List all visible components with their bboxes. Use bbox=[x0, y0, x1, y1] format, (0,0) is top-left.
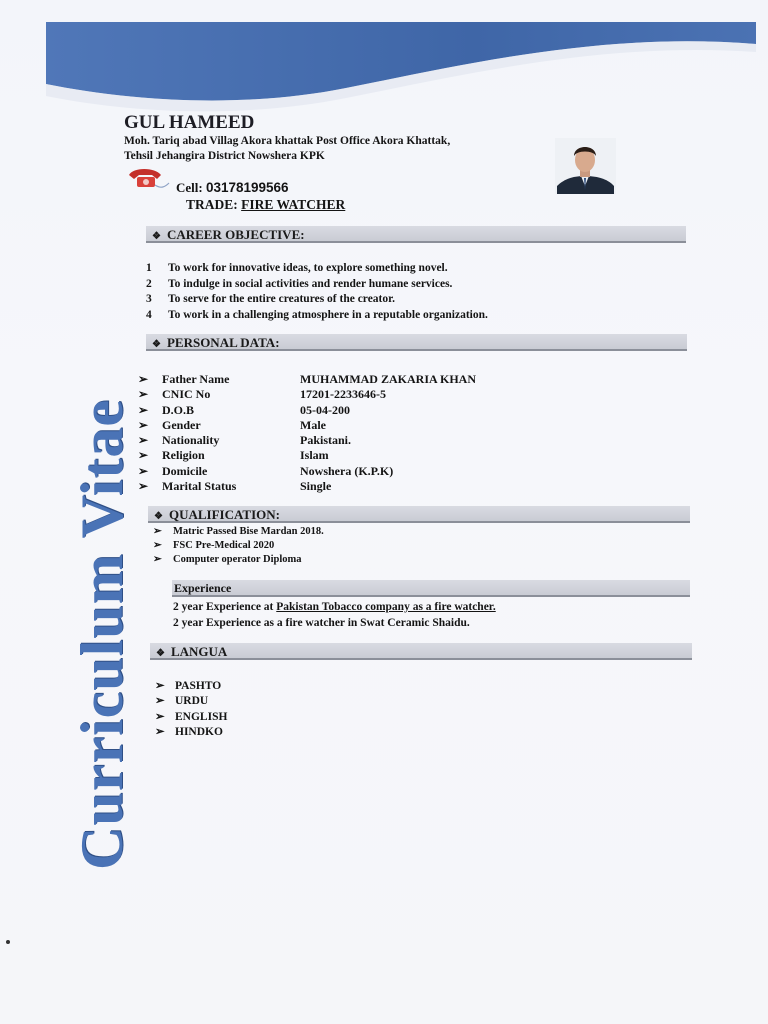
list-item bbox=[146, 292, 488, 308]
list-item bbox=[155, 694, 227, 709]
address-line-1: Moh. Tariq abad Villag Akora khattak Post Office Akora Khattak, bbox=[124, 135, 451, 147]
diamond-bullet-icon: ❖ bbox=[156, 648, 165, 659]
item-text: PASHTO bbox=[175, 680, 222, 692]
table-row bbox=[138, 387, 476, 402]
list-item bbox=[146, 308, 488, 324]
section-title: LANGUA bbox=[170, 644, 228, 659]
field-label: Religion bbox=[162, 448, 205, 463]
trade-value: FIRE WATCHER bbox=[241, 197, 346, 212]
diamond-bullet-icon: ❖ bbox=[154, 511, 163, 522]
qualification-list bbox=[153, 525, 324, 567]
arrow-bullet-icon: ➢ bbox=[138, 448, 149, 463]
applicant-name: GUL HAMEED bbox=[124, 112, 255, 133]
section-experience: Experience bbox=[172, 580, 690, 597]
trade-line bbox=[186, 197, 345, 213]
table-row bbox=[138, 479, 476, 494]
item-text: To work for innovative ideas, to explore something novel. bbox=[168, 262, 448, 274]
field-value: Islam bbox=[300, 448, 329, 463]
arrow-bullet-icon: ➢ bbox=[138, 387, 149, 402]
field-label: D.O.B bbox=[162, 402, 195, 417]
languages-list bbox=[155, 679, 227, 740]
field-label: Domicile bbox=[162, 463, 208, 478]
arrow-bullet-icon: ➢ bbox=[138, 372, 149, 386]
field-label: Marital Status bbox=[162, 479, 237, 494]
arrow-bullet-icon: ➢ bbox=[138, 417, 149, 432]
section-career-objective bbox=[146, 226, 686, 243]
list-item bbox=[146, 277, 488, 293]
diamond-bullet-icon: ❖ bbox=[152, 339, 161, 350]
table-row bbox=[138, 464, 476, 479]
section-personal-data bbox=[146, 334, 687, 351]
section-languages bbox=[150, 643, 692, 660]
arrow-bullet-icon: ➢ bbox=[155, 710, 165, 723]
address bbox=[124, 134, 564, 164]
item-text: HINDKO bbox=[175, 725, 223, 738]
item-text: ENGLISH bbox=[175, 710, 228, 723]
item-number: 2 bbox=[146, 277, 152, 290]
arrow-bullet-icon: ➢ bbox=[155, 695, 165, 708]
section-qualification bbox=[148, 506, 690, 523]
experience-list bbox=[173, 599, 496, 631]
field-value: 05-04-200 bbox=[300, 402, 350, 417]
table-row bbox=[138, 448, 476, 463]
cell-line bbox=[176, 180, 289, 196]
item-text: Matric Passed Bise Mardan 2018. bbox=[173, 526, 324, 537]
objectives-list bbox=[146, 261, 488, 323]
field-value: Single bbox=[300, 479, 332, 494]
arrow-bullet-icon: ➢ bbox=[138, 479, 149, 494]
arrow-bullet-icon: ➢ bbox=[138, 463, 149, 478]
arrow-bullet-icon: ➢ bbox=[153, 526, 162, 537]
table-row bbox=[138, 433, 476, 448]
item-text: To serve for the entire creatures of the creator. bbox=[168, 293, 396, 305]
field-value: Pakistani. bbox=[300, 433, 352, 448]
field-value: Male bbox=[300, 417, 326, 432]
table-row bbox=[138, 403, 476, 418]
field-label: CNIC No bbox=[162, 387, 211, 402]
table-row bbox=[138, 418, 476, 433]
arrow-bullet-icon: ➢ bbox=[138, 433, 149, 448]
field-label: Father Name bbox=[162, 372, 230, 386]
item-number: 4 bbox=[146, 308, 152, 321]
cell-number: 03178199566 bbox=[205, 180, 289, 195]
section-title: CAREER OBJECTIVE: bbox=[166, 227, 305, 242]
list-item bbox=[155, 710, 227, 725]
address-line-2: Tehsil Jehangira District Nowshera KPK bbox=[124, 150, 325, 162]
cell-label: Cell: bbox=[176, 180, 203, 195]
table-row bbox=[138, 372, 476, 387]
list-item bbox=[146, 261, 488, 277]
section-title: PERSONAL DATA: bbox=[166, 335, 280, 350]
experience-line-1 bbox=[173, 599, 496, 615]
item-text: To indulge in social activities and render humane services. bbox=[168, 277, 453, 290]
item-text: To work in a challenging atmosphere in a reputable organization. bbox=[168, 308, 488, 321]
field-label: Gender bbox=[162, 417, 201, 432]
field-value: Nowshera (K.P.K) bbox=[300, 463, 394, 478]
experience-employer: Pakistan Tobacco company as a fire watcher. bbox=[276, 601, 496, 613]
field-label: Nationality bbox=[162, 433, 220, 448]
item-text: URDU bbox=[175, 695, 209, 708]
scan-speck bbox=[6, 940, 10, 944]
arrow-bullet-icon: ➢ bbox=[155, 725, 165, 738]
personal-data-table bbox=[138, 372, 476, 494]
arrow-bullet-icon: ➢ bbox=[153, 554, 162, 565]
arrow-bullet-icon: ➢ bbox=[155, 680, 165, 692]
diamond-bullet-icon: ❖ bbox=[152, 231, 161, 242]
arrow-bullet-icon: ➢ bbox=[138, 402, 149, 417]
list-item bbox=[155, 725, 227, 740]
experience-prefix: 2 year Experience at bbox=[173, 601, 277, 613]
item-number: 1 bbox=[146, 262, 152, 274]
item-number: 3 bbox=[146, 293, 152, 305]
list-item bbox=[153, 525, 324, 539]
field-value: 17201-2233646-5 bbox=[300, 387, 386, 402]
list-item bbox=[153, 553, 324, 567]
list-item bbox=[153, 539, 324, 553]
item-text: Computer operator Diploma bbox=[173, 554, 302, 565]
item-text: FSC Pre-Medical 2020 bbox=[173, 540, 275, 551]
experience-line-2: 2 year Experience as a fire watcher in Swat Ceramic Shaidu. bbox=[173, 617, 470, 629]
telephone-icon bbox=[125, 165, 171, 193]
trade-label: TRADE: bbox=[186, 197, 238, 212]
profile-photo bbox=[555, 138, 616, 194]
arrow-bullet-icon: ➢ bbox=[153, 540, 162, 551]
section-title: QUALIFICATION: bbox=[168, 507, 280, 522]
list-item bbox=[155, 679, 227, 694]
field-value: MUHAMMAD ZAKARIA KHAN bbox=[300, 372, 476, 386]
curriculum-vitae-vertical-title: Curriculum Vitae bbox=[69, 399, 135, 870]
